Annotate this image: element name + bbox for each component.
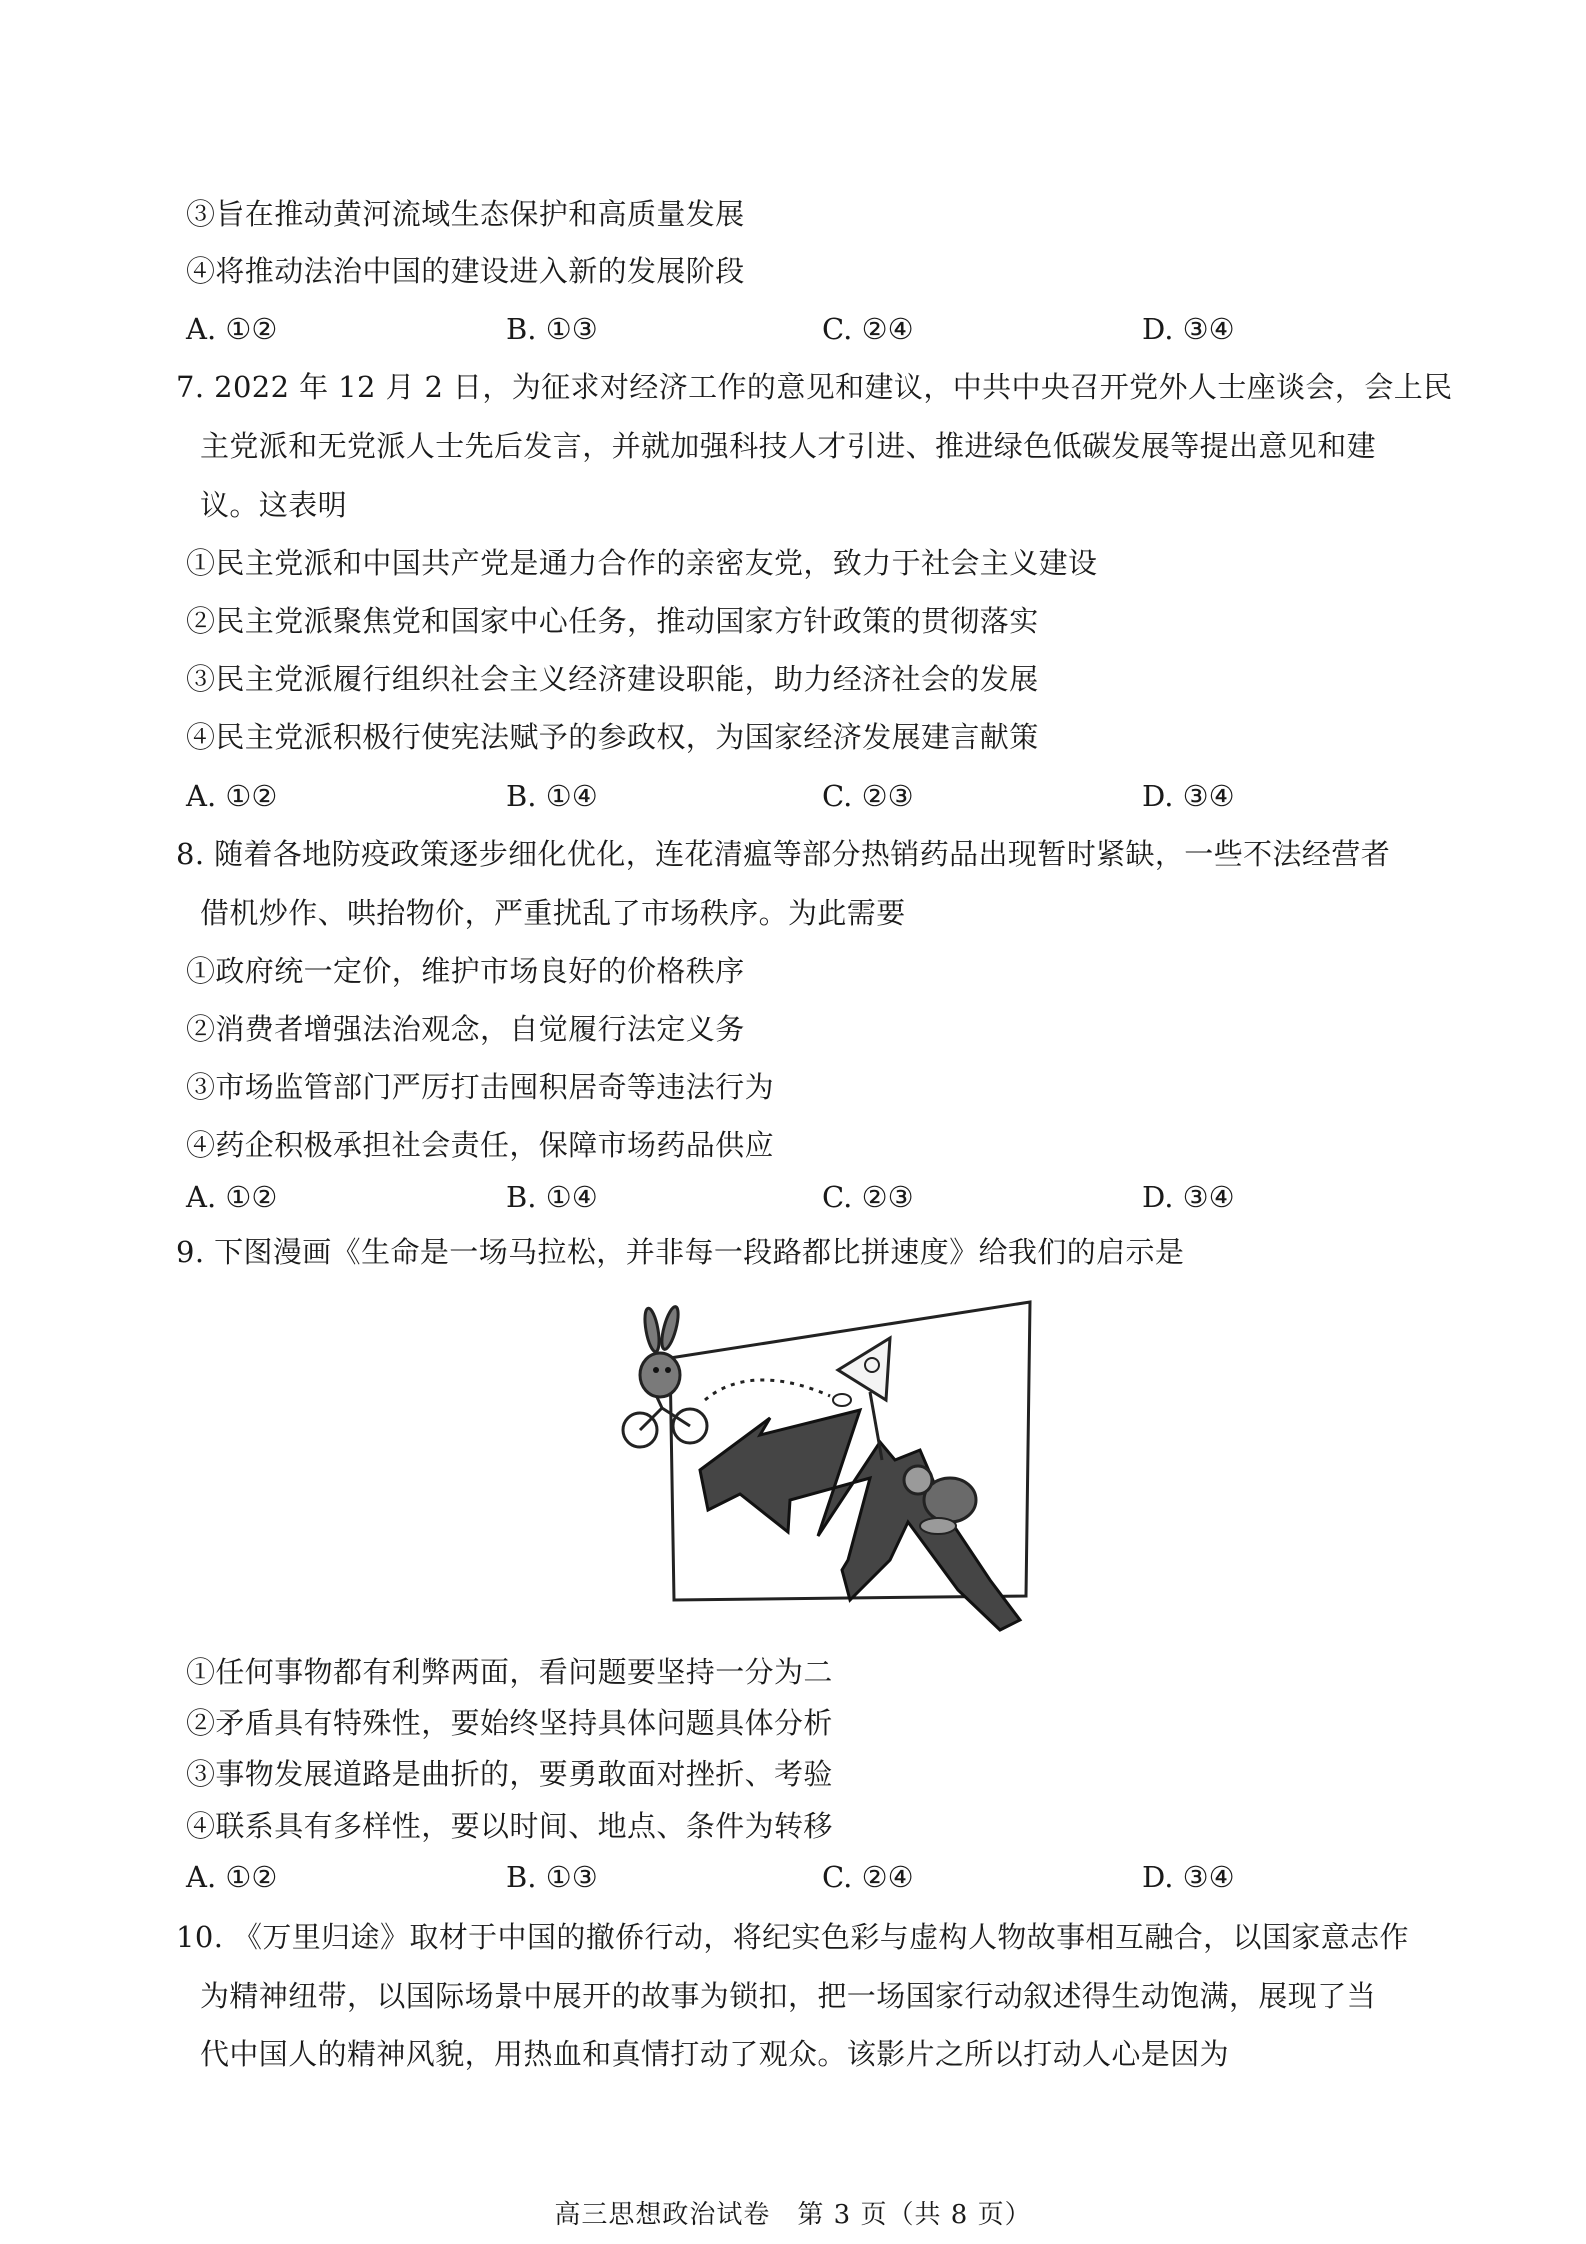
q7-option-3: ③民主党派履行组织社会主义经济建设职能，助力经济社会的发展 — [186, 662, 1039, 696]
q7-stem-line-3: 议。这表明 — [200, 488, 348, 522]
q6-choice-a: A. ①② — [186, 312, 278, 346]
q6-option-3: ③旨在推动黄河流域生态保护和高质量发展 — [186, 197, 745, 231]
q8-choice-b: B. ①④ — [506, 1180, 598, 1214]
q6-choice-c: C. ②④ — [822, 312, 914, 346]
q8-stem-line-1: 8. 随着各地防疫政策逐步细化优化，连花清瘟等部分热销药品出现暂时紧缺，一些不法经营者 — [176, 837, 1391, 871]
q8-choice-c: C. ②③ — [822, 1180, 914, 1214]
q6-choice-b: B. ①③ — [506, 312, 598, 346]
q8-option-4: ④药企积极承担社会责任，保障市场药品供应 — [186, 1128, 775, 1162]
q8-option-3: ③市场监管部门严厉打击囤积居奇等违法行为 — [186, 1070, 775, 1104]
q8-option-2: ②消费者增强法治观念，自觉履行法定义务 — [186, 1012, 745, 1046]
q8-choice-d: D. ③④ — [1142, 1180, 1235, 1214]
q7-choice-c: C. ②③ — [822, 779, 914, 813]
q9-choice-a: A. ①② — [186, 1860, 278, 1894]
rabbit-cyclist-icon — [623, 1305, 707, 1447]
q9-choice-b: B. ①③ — [506, 1860, 598, 1894]
q7-stem-line-2: 主党派和无党派人士先后发言，并就加强科技人才引进、推进绿色低碳发展等提出意见和建 — [200, 429, 1377, 463]
q9-option-2: ②矛盾具有特殊性，要始终坚持具体问题具体分析 — [186, 1706, 833, 1740]
q9-option-1: ①任何事物都有利弊两面，看问题要坚持一分为二 — [186, 1655, 833, 1689]
q7-option-1: ①民主党派和中国共产党是通力合作的亲密友党，致力于社会主义建设 — [186, 546, 1098, 580]
q7-choice-b: B. ①④ — [506, 779, 598, 813]
q6-choice-d: D. ③④ — [1142, 312, 1235, 346]
page-footer: 高三思想政治试卷 第 3 页（共 8 页） — [554, 2200, 1032, 2230]
q9-stem-line-1: 9. 下图漫画《生命是一场马拉松，并非每一段路都比拼速度》给我们的启示是 — [176, 1235, 1185, 1269]
q8-stem-line-2: 借机炒作、哄抬物价，严重扰乱了市场秩序。为此需要 — [200, 896, 906, 930]
q8-choice-a: A. ①② — [186, 1180, 278, 1214]
q7-option-4: ④民主党派积极行使宪法赋予的参政权，为国家经济发展建言献策 — [186, 720, 1039, 754]
q7-stem-line-1: 7. 2022 年 12 月 2 日，为征求对经济工作的意见和建议，中共中央召开党外人士座谈会，会上民 — [176, 370, 1453, 404]
q7-choice-a: A. ①② — [186, 779, 278, 813]
q9-option-3: ③事物发展道路是曲折的，要勇敢面对挫折、考验 — [186, 1757, 833, 1791]
q6-option-4: ④将推动法治中国的建设进入新的发展阶段 — [186, 254, 745, 288]
q9-option-4: ④联系具有多样性，要以时间、地点、条件为转移 — [186, 1809, 833, 1843]
q10-stem-line-1: 10. 《万里归途》取材于中国的撤侨行动，将纪实色彩与虚构人物故事相互融合，以国家意志作 — [176, 1920, 1409, 1954]
cartoon-illustration — [590, 1300, 1060, 1640]
q7-option-2: ②民主党派聚焦党和国家中心任务，推动国家方针政策的贯彻落实 — [186, 604, 1039, 638]
q8-option-1: ①政府统一定价，维护市场良好的价格秩序 — [186, 954, 745, 988]
q10-stem-line-2: 为精神纽带，以国际场景中展开的故事为锁扣，把一场国家行动叙述得生动饱满，展现了当 — [200, 1979, 1377, 2013]
q9-choice-d: D. ③④ — [1142, 1860, 1235, 1894]
q7-choice-d: D. ③④ — [1142, 779, 1235, 813]
q9-choice-c: C. ②④ — [822, 1860, 914, 1894]
q10-stem-line-3: 代中国人的精神风貌，用热血和真情打动了观众。该影片之所以打动人心是因为 — [200, 2037, 1230, 2071]
